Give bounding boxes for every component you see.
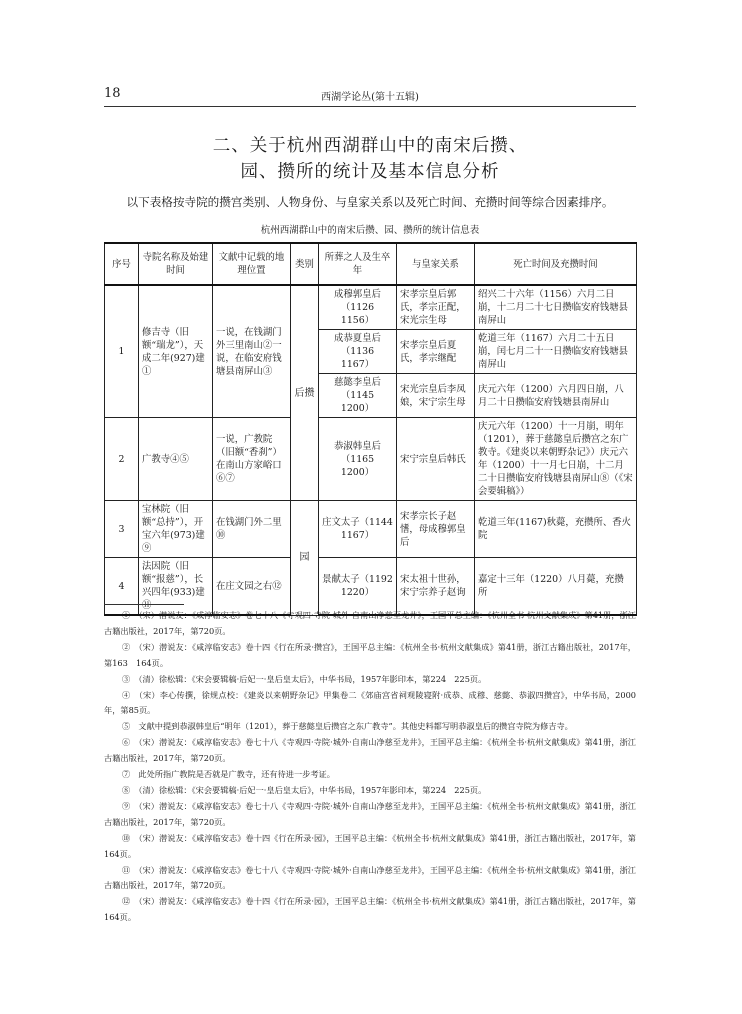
burial-statistics-table bbox=[104, 242, 637, 616]
footnote: ⑨ （宋）潜说友：《咸淳临安志》卷七十八《寺观四·寺院·城外·自南山净慈至龙井》，王国平总主编：《杭州全书·杭州文献集成》第41册，浙江古籍出版社，2017年，第720页。 bbox=[104, 800, 636, 827]
table-header-row bbox=[105, 243, 637, 285]
location-cell: 在钱湖门外二里⑩ bbox=[213, 501, 291, 558]
row-number: 3 bbox=[105, 501, 139, 558]
row-number: 4 bbox=[105, 558, 139, 616]
section-title-line-2: 园、攒所的统计及基本信息分析 bbox=[240, 162, 500, 182]
header-cell: 序号 bbox=[105, 243, 139, 285]
header-cell: 所葬之人及生卒年 bbox=[319, 243, 397, 285]
person-cell: 庄文太子（1144 1167） bbox=[319, 501, 397, 558]
footnote: ④ （宋）李心传撰，徐规点校：《建炎以来朝野杂记》甲集卷二《郊庙宫省祠观陵寝附·成恭、成穆、慈懿、恭淑四攒宫》，中华书局，2000年，第85页。 bbox=[104, 689, 636, 716]
relation-cell: 宋孝宗长子赵愭，母成穆郭皇后 bbox=[397, 501, 475, 558]
death-cell: 乾道三年(1167)秋薨，充攒所、香火院 bbox=[475, 501, 637, 558]
header-cell: 文献中记载的地理位置 bbox=[213, 243, 291, 285]
location-cell: 一说，在钱湖门外三里南山②一说，在临安府钱塘县南屏山③ bbox=[213, 285, 291, 418]
footnote: ⑦ 此处所指广教院是否就是广教寺，还有待进一步考证。 bbox=[122, 769, 335, 780]
temple-cell: 广教寺④⑤ bbox=[139, 418, 213, 501]
section-title-line-1: 二、关于杭州西湖群山中的南宋后攒、 bbox=[212, 136, 528, 156]
relation-cell: 宋孝宗皇后郭氏，孝宗正配，宋光宗生母 bbox=[397, 285, 475, 330]
table-row bbox=[105, 418, 637, 501]
intro-paragraph: 以下表格按寺院的攒宫类别、人物身份、与皇家关系以及死亡时间、充攒时间等综合因素排序。 bbox=[126, 195, 614, 209]
person-cell: 慈懿李皇后（1145 1200） bbox=[319, 374, 397, 418]
table-row bbox=[105, 501, 637, 558]
footnotes bbox=[104, 608, 636, 926]
header-cell: 死亡时间及充攒时间 bbox=[475, 243, 637, 285]
page-number: 18 bbox=[104, 86, 121, 101]
relation-cell: 宋孝宗皇后夏氏，孝宗继配 bbox=[397, 330, 475, 374]
header-cell: 寺院名称及始建时间 bbox=[139, 243, 213, 285]
footnote: ② （宋）潜说友：《咸淳临安志》卷十四《行在所录·攒宫》，王国平总主编：《杭州全书·杭州文献集成》第41册，浙江古籍出版社，2017年，第163 164页。 bbox=[104, 641, 636, 668]
person-cell: 景献太子（1192 1220） bbox=[319, 558, 397, 616]
location-cell: 在庄文园之右⑫ bbox=[213, 558, 291, 616]
footnote: ⑫ （宋）潜说友：《咸淳临安志》卷十四《行在所录·园》，王国平总主编：《杭州全书·杭州文献集成》第41册，浙江古籍出版社，2017年，第164页。 bbox=[104, 896, 636, 923]
person-cell: 恭淑韩皇后（1165 1200） bbox=[319, 418, 397, 501]
row-number: 2 bbox=[105, 418, 139, 501]
relation-cell: 宋光宗皇后李凤娘，宋宁宗生母 bbox=[397, 374, 475, 418]
table-row bbox=[105, 285, 637, 330]
footnote: ① （宋）潜说友：《咸淳临安志》卷七十八《寺观四·寺院·城外·自南山净慈至龙井》，王国平总主编：《杭州全书·杭州文献集成》第41册，浙江古籍出版社，2017年，第720页。 bbox=[104, 610, 636, 636]
footnote: ⑥ （宋）潜说友：《咸淳临安志》卷七十八《寺观四·寺院·城外·自南山净慈至龙井》，王国平总主编：《杭州全书·杭州文献集成》第41册，浙江古籍出版社，2017年，第720页。 bbox=[104, 737, 636, 764]
temple-cell: 宝林院（旧额“总持”），开宝六年(973)建⑨ bbox=[139, 501, 213, 558]
death-cell: 乾道三年（1167）六月二十五日崩，闰七月二十一日攒临安府钱塘县南屏山 bbox=[475, 330, 637, 374]
row-number: 1 bbox=[105, 285, 139, 418]
footnote: ⑤ 文献中提到恭淑韩皇后“明年（1201），葬于慈懿皇后攒宫之东广教寺”。其他史料都写明恭淑皇后的攒宫寺院为修吉寺。 bbox=[122, 721, 573, 732]
footnote: ⑩ （宋）潜说友：《咸淳临安志》卷十四《行在所录·园》，王国平总主编：《杭州全书·杭州文献集成》第41册，浙江古籍出版社，2017年，第164页。 bbox=[104, 832, 636, 859]
death-cell: 庆元六年（1200）十一月崩，明年（1201），葬于慈懿皇后攒宫之东广教寺。《建炎以来朝野杂记》）庆元六年（1200）十一月七日崩，十二月二十日攒临安府钱塘县南屏山⑧（《宋会要辑稿》） bbox=[475, 418, 637, 501]
category-cell: 园 bbox=[291, 501, 319, 616]
person-cell: 成穆郭皇后（1126 1156） bbox=[319, 285, 397, 330]
person-cell: 成恭夏皇后（1136 1167） bbox=[319, 330, 397, 374]
journal-title: 西湖学论丛(第十五辑) bbox=[321, 92, 419, 103]
table-row bbox=[105, 558, 637, 616]
death-cell: 庆元六年（1200）六月四日崩，八月二十日攒临安府钱塘县南屏山 bbox=[475, 374, 637, 418]
footnote: ⑧ （清）徐松辑：《宋会要辑稿·后妃一·皇后皇太后》，中华书局，1957年影印本，第224 225页。 bbox=[122, 784, 487, 795]
death-cell: 嘉定十三年（1220）八月薨，充攒所 bbox=[475, 558, 637, 616]
temple-cell: 修吉寺（旧额“瑞龙”），天成二年(927)建① bbox=[139, 285, 213, 418]
table-caption: 杭州西湖群山中的南宋后攒、园、攒所的统计信息表 bbox=[260, 225, 480, 236]
footnote: ③ （清）徐松辑：《宋会要辑稿·后妃一·皇后皇太后》，中华书局，1957年影印本，第224 225页。 bbox=[122, 673, 487, 684]
header-cell: 类别 bbox=[291, 243, 319, 285]
location-cell: 一说，广教院（旧额“香刹”）在南山方家峪口⑥⑦ bbox=[213, 418, 291, 501]
header-cell: 与皇家关系 bbox=[397, 243, 475, 285]
running-header bbox=[104, 84, 636, 107]
relation-cell: 宋太祖十世孙，宋宁宗养子赵询 bbox=[397, 558, 475, 616]
relation-cell: 宋宁宗皇后韩氏 bbox=[397, 418, 475, 501]
death-cell: 绍兴二十六年（1156）六月二日崩，十二月二十七日攒临安府钱塘县南屏山 bbox=[475, 285, 637, 330]
footnote-divider bbox=[104, 604, 184, 605]
temple-cell: 法因院（旧额“报慈”），长兴四年(933)建⑪ bbox=[139, 558, 213, 616]
category-cell: 后攒 bbox=[291, 285, 319, 501]
footnote: ⑪ （宋）潜说友：《咸淳临安志》卷七十八《寺观四·寺院·城外·自南山净慈至龙井》，王国平总主编：《杭州全书·杭州文献集成》第41册，浙江古籍出版社，2017年，第720页。 bbox=[104, 864, 636, 891]
